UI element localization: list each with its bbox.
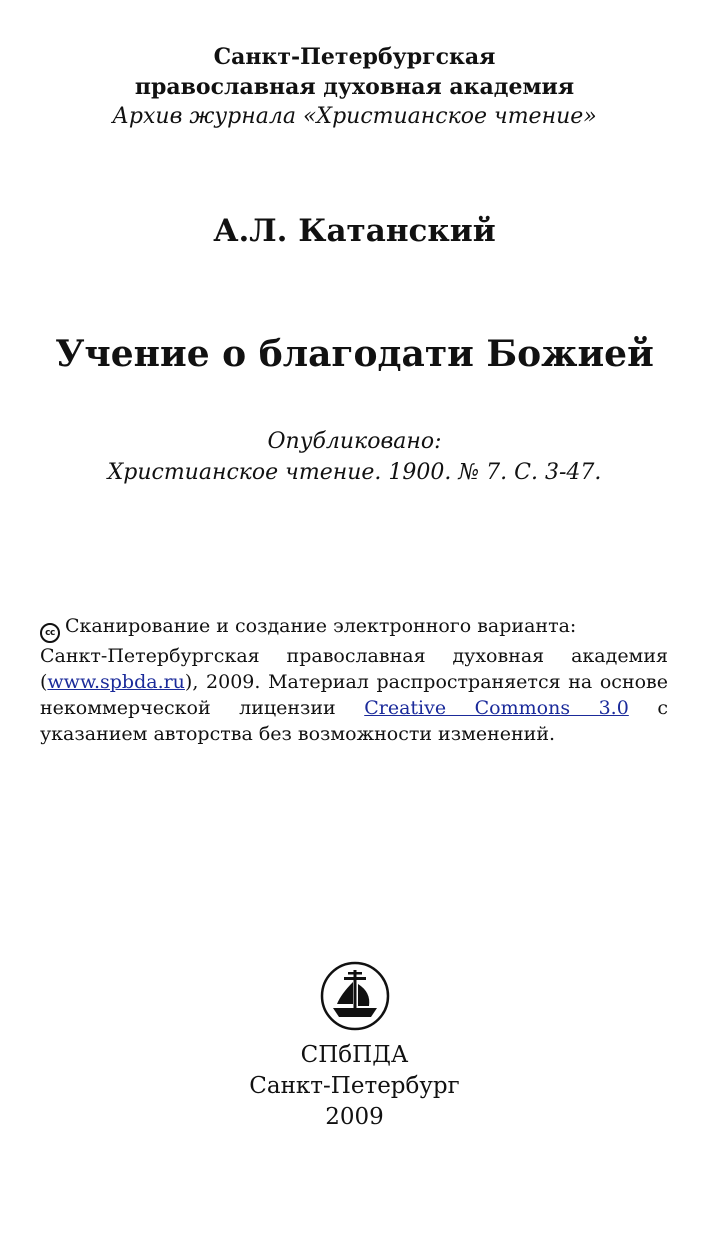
document-title: Учение о благодати Божией [55, 333, 654, 375]
archive-line: Архив журнала «Христианское чтение» [112, 104, 597, 129]
publication-year: 2009 [325, 1104, 384, 1130]
institution-header [0, 42, 709, 132]
license-block [40, 613, 668, 747]
publication-info [0, 426, 709, 488]
institution-line-1: Санкт-Петербургская [213, 44, 496, 70]
creative-commons-link[interactable]: Creative Commons 3.0 [364, 697, 629, 719]
author-name: А.Л. Катанский [213, 213, 496, 249]
cc-icon: cc [40, 623, 60, 643]
institution-line-2: православная духовная академия [134, 74, 575, 100]
publisher-city: Санкт-Петербург [249, 1073, 460, 1099]
license-text-3: с указанием авторства без возможности изменений. [40, 697, 668, 745]
publication-source: Христианское чтение. 1900. № 7. С. 3-47. [107, 460, 602, 485]
spbpda-logo-icon [319, 960, 391, 1032]
license-line-1: Сканирование и создание электронного варианта: [65, 615, 577, 637]
license-first-line [40, 613, 668, 643]
publication-label: Опубликовано: [267, 429, 442, 454]
license-text-2: ), 2009. Материал распространяется на основе некоммерческой лицензии [40, 671, 668, 719]
publisher-info [0, 1040, 709, 1133]
spbda-link[interactable]: www.spbda.ru [47, 671, 185, 693]
license-paragraph [40, 643, 668, 747]
license-text-1: Санкт-Петербургская православная духовная академия ( [40, 645, 668, 693]
publisher-name: СПбПДА [300, 1042, 409, 1068]
